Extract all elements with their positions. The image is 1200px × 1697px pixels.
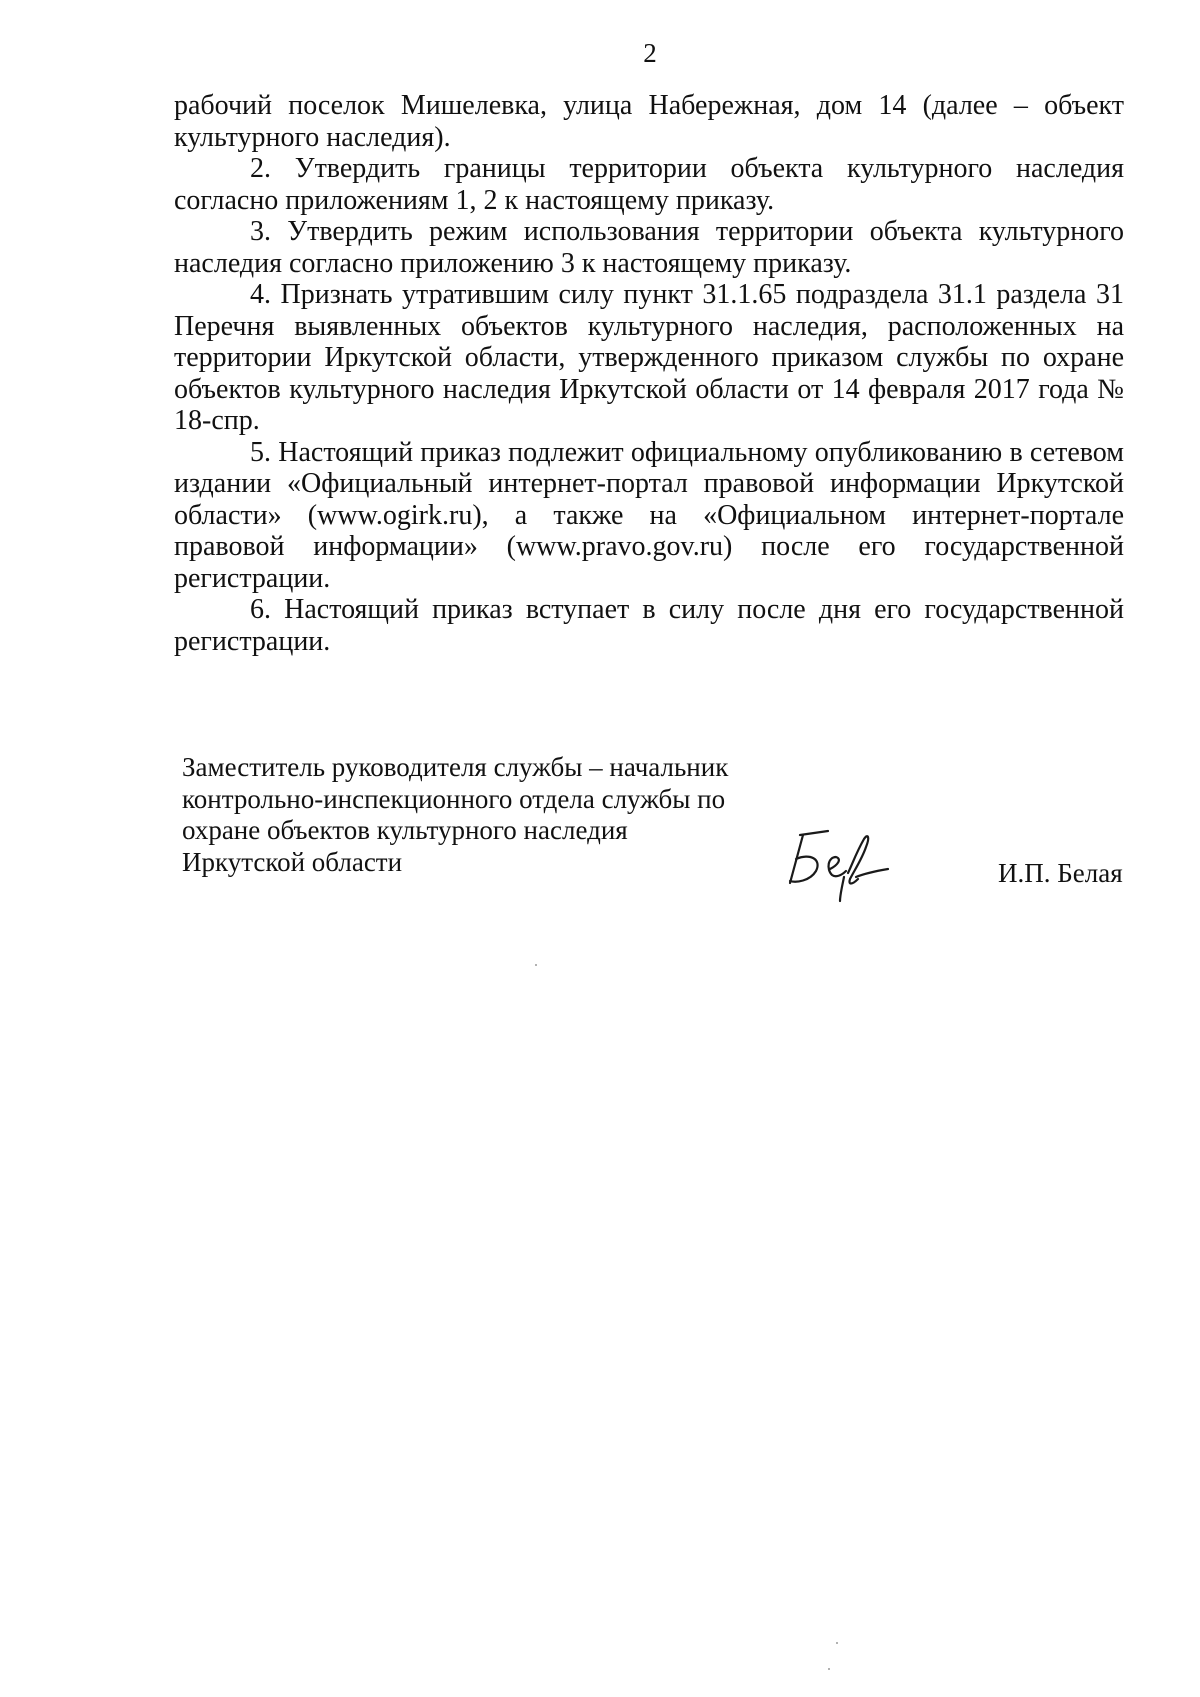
paragraph-item-4: 4. Признать утратившим силу пункт 31.1.65 подраздела 31.1 раздела 31 Перечня выявленных объектов культурного наследия, расположенных на территории Иркутской области, утвержденного приказом службы по охране объектов культурного наследия Иркутской области от 14 февраля 2017 года № 18-спр. xyxy=(174,279,1124,436)
paragraph-item-3: 3. Утвердить режим использования территории объекта культурного наследия согласно приложению 3 к настоящему приказу. xyxy=(174,216,1124,279)
signer-position-line: контрольно-инспекционного отдела службы по xyxy=(182,783,726,814)
signer-name: И.П. Белая xyxy=(998,858,1123,888)
scan-speck xyxy=(836,1642,838,1644)
paragraph-item-2: 2. Утвердить границы территории объекта культурного наследия согласно приложениям 1, 2 к настоящему приказу. xyxy=(174,153,1124,216)
paragraph-address-continuation: рабочий поселок Мишелевка, улица Набережная, дом 14 (далее – объект культурного наследия). xyxy=(174,90,1124,153)
paragraph-item-5: 5. Настоящий приказ подлежит официальному опубликованию в сетевом издании «Официальный интернет-портал правовой информации Иркутской области» (www.ogirk.ru), а также на «Официальном интернет-портале правовой информации» (www.pravo.gov.ru) после его государственной регистрации. xyxy=(174,436,1124,594)
document-body xyxy=(174,90,1124,657)
signer-position-line: Заместитель руководителя службы – начальник xyxy=(182,752,729,782)
handwritten-signature xyxy=(770,825,910,905)
page-number: 2 xyxy=(643,38,657,68)
signer-position-line: охране объектов культурного наследия xyxy=(182,815,628,845)
paragraph-item-6: 6. Настоящий приказ вступает в силу после дня его государственной регистрации. xyxy=(174,594,1124,657)
scan-speck xyxy=(535,964,537,966)
scan-speck xyxy=(828,1668,830,1670)
signer-position xyxy=(182,752,782,878)
signer-position-line: Иркутской области xyxy=(182,846,403,877)
